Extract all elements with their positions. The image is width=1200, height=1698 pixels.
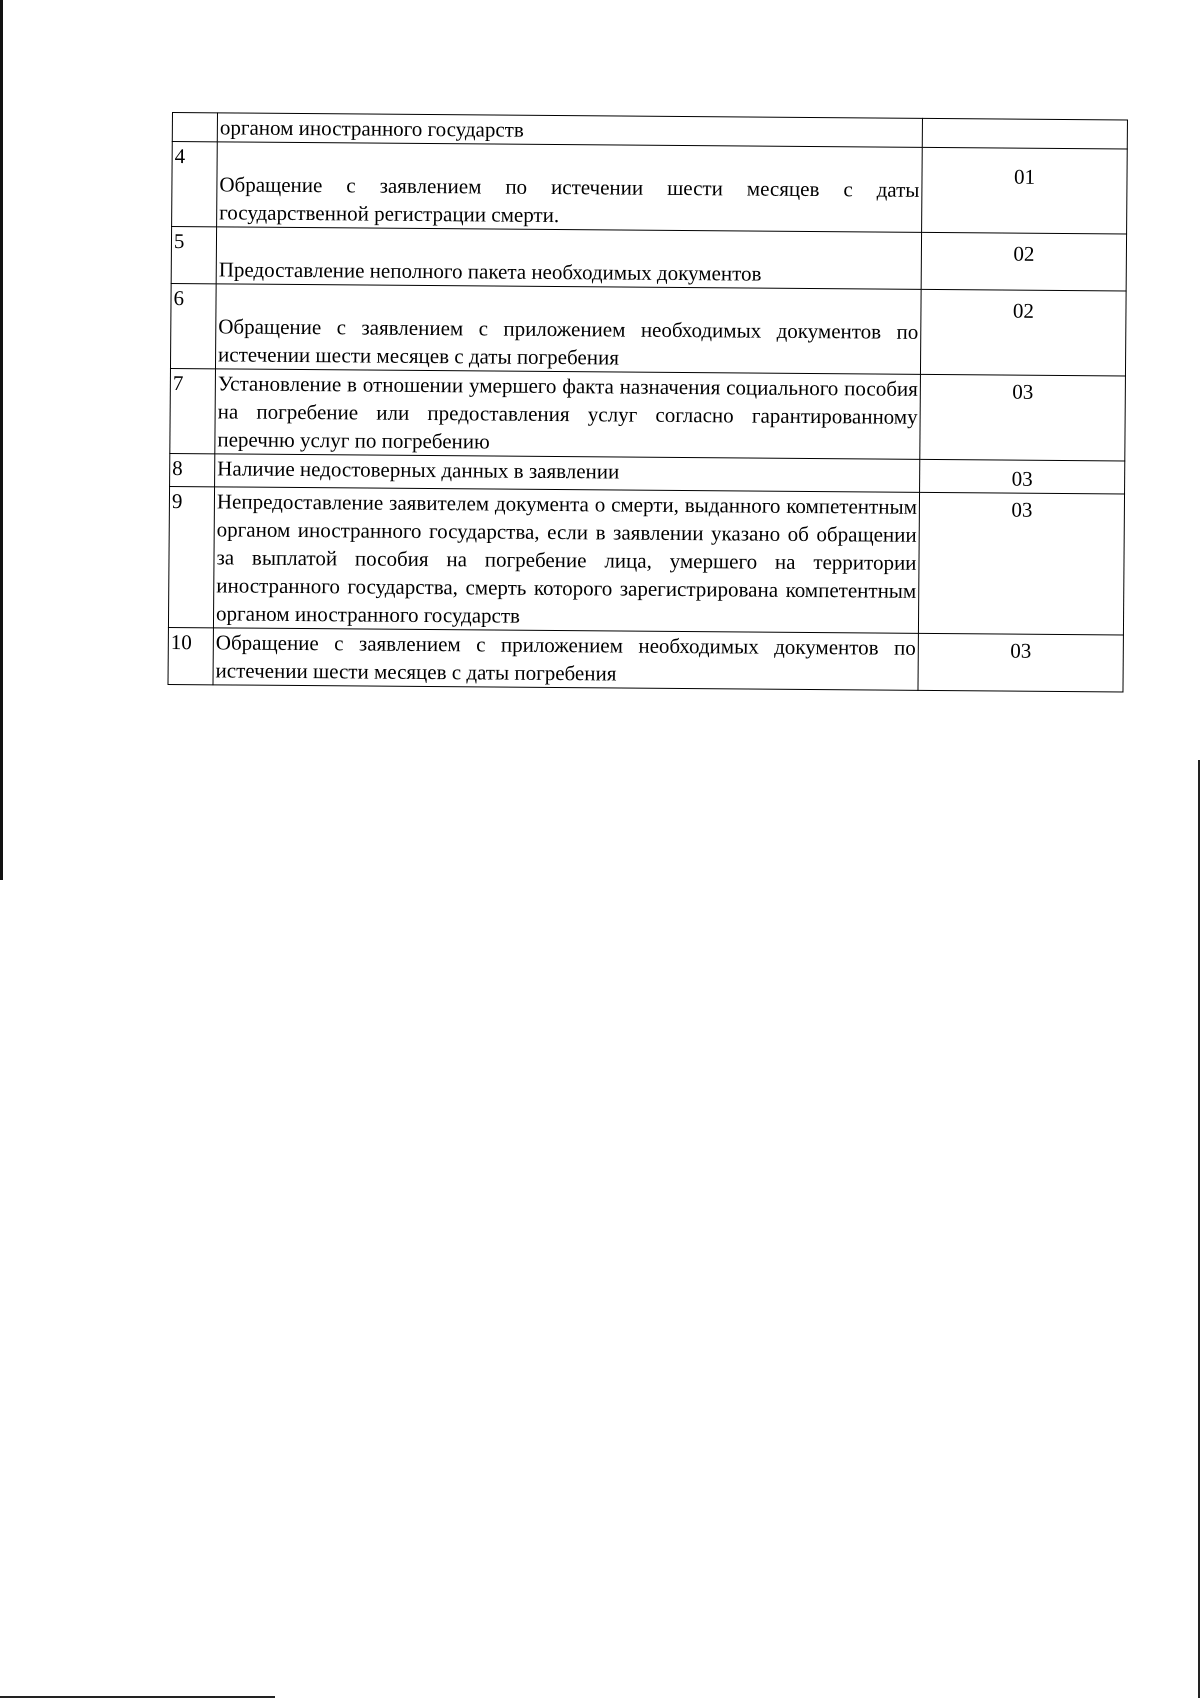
row-number: 8 [170, 453, 215, 486]
table-row [168, 486, 1124, 634]
row-code [922, 118, 1127, 149]
row-text: Наличие недостоверных данных в заявлении [215, 454, 920, 493]
table-row [168, 627, 1123, 691]
row-text: Предоставление неполного пакета необходимых документов [218, 257, 762, 286]
refusal-reasons-table [167, 112, 1127, 692]
row-number: 10 [168, 627, 213, 684]
row-number [172, 113, 217, 142]
row-text: Установление в отношении умершего факта назначения социального пособия на погребение или предоставления услуг согласно гарантированному перечню услуг по погребению [215, 369, 921, 460]
row-code: 01 [922, 147, 1128, 234]
table-row [172, 142, 1128, 234]
row-number: 5 [171, 227, 216, 284]
scan-edge-left [0, 0, 3, 880]
row-text-cell [215, 284, 921, 375]
row-code: 03 [918, 492, 1124, 635]
row-text: органом иностранного государств [217, 113, 922, 148]
table-row [170, 283, 1126, 375]
row-code: 03 [918, 633, 1123, 692]
row-text-cell [216, 227, 921, 290]
row-text: Обращение с заявлением с приложением необходимых документов по истечении шести месяцев с даты погребения [213, 628, 918, 691]
row-code: 02 [920, 289, 1126, 376]
row-text: Непредоставление заявителем документа о смерти, выданного компетентным органом иностранного государства, если в заявлении указано об обращении за выплатой пособия на погребение лица, умершего на территории иностранного государства, смерть которого зарегистрирована компетентным органом иностранного государств [213, 487, 919, 634]
row-text-cell [217, 142, 923, 233]
row-number: 7 [170, 368, 216, 453]
row-code: 03 [920, 374, 1126, 461]
row-text: Обращение с заявлением по истечении шести месяцев с даты государственной регистрации смерти. [219, 172, 920, 228]
table-row [171, 227, 1126, 291]
row-number: 9 [168, 486, 214, 627]
row-number: 4 [172, 142, 218, 227]
row-number: 6 [170, 283, 216, 368]
table-row [170, 368, 1126, 460]
row-text: Обращение с заявлением с приложением необходимых документов по истечении шести месяцев с даты погребения [218, 314, 919, 370]
row-code: 02 [921, 232, 1126, 291]
row-code: 03 [920, 459, 1125, 494]
